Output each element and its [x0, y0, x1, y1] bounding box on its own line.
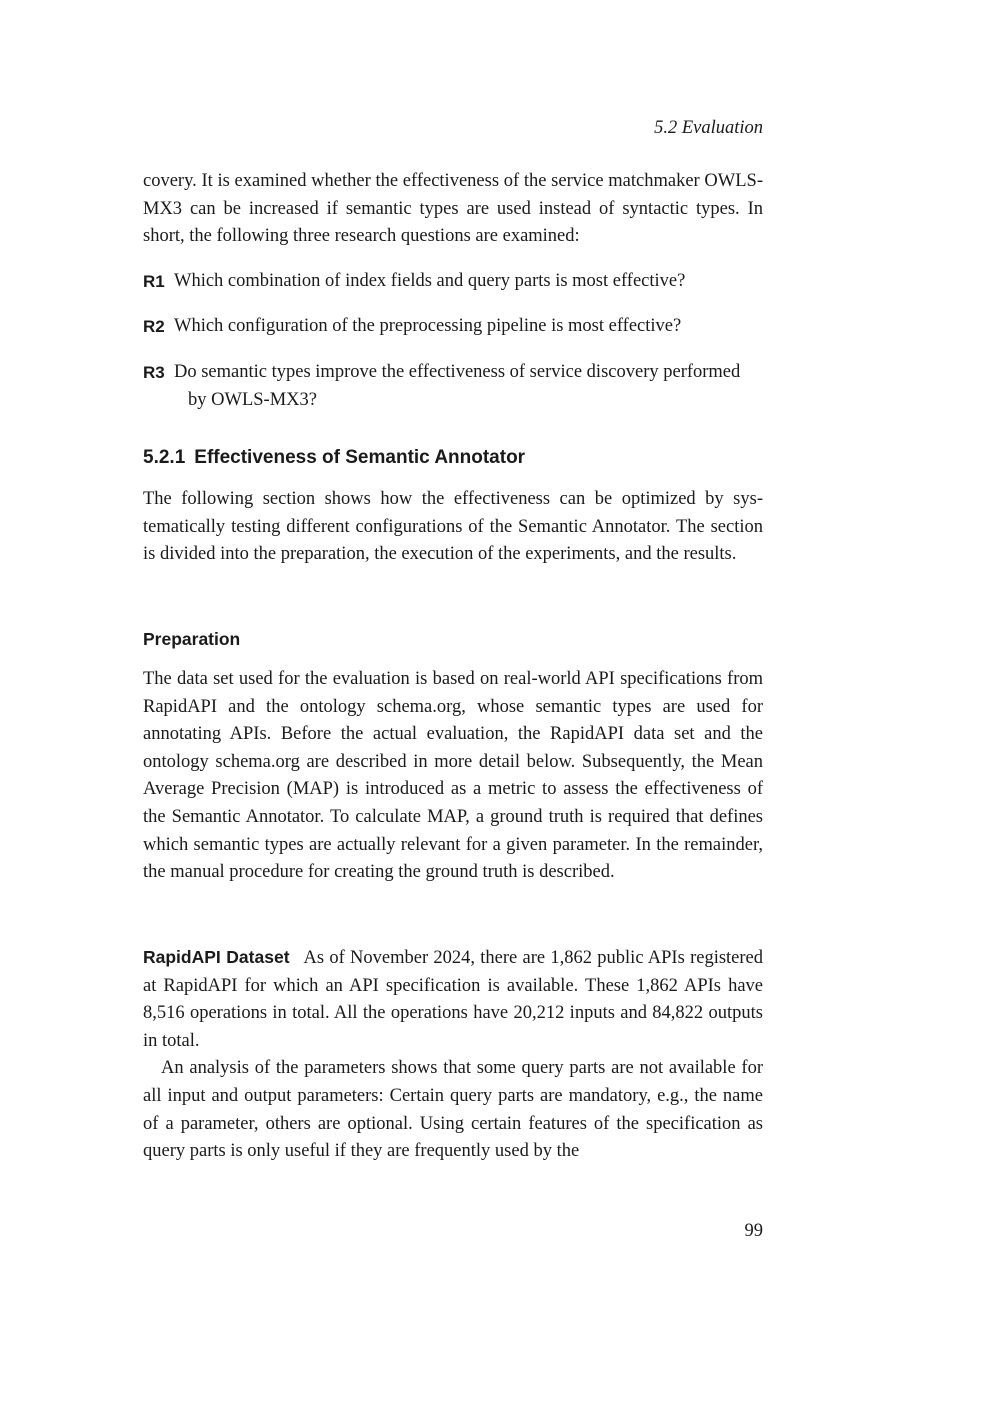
- page-number: 99: [744, 1221, 763, 1241]
- preparation-paragraph: The data set used for the evaluation is based on real-world API specifications from RapidAPI and the ontology schema.org, whose semantic types are used for annotating APIs. Before the actual evaluation, the RapidAPI data set and the ontology schema.org are described in more detail below. Subsequently, the Mean Average Precision (MAP) is introduced as a metric to assess the effectiveness of the Semantic Annotator. To calculate MAP, a ground truth is required that defines which semantic types are actually relevant for a given parameter. In the remainder, the manual procedure for creating the ground truth is described.: [143, 669, 763, 883]
- preparation-heading-block: [143, 629, 763, 650]
- rq-label: R3: [143, 363, 165, 382]
- rapidapi-paragraph-block: [143, 944, 763, 1166]
- section-number: 5.2.1: [143, 447, 186, 468]
- rapidapi-heading: RapidAPI Dataset: [143, 947, 290, 967]
- rapidapi-paragraph: [143, 944, 763, 1055]
- section-title: Effectiveness of Semantic Annotator: [194, 447, 526, 468]
- section-intro-paragraph: The following section shows how the effectiveness can be optimized by systematically testing different configurations of the Semantic Annotator. The section is divided into the preparation, the execution of the experiments, and the results.: [143, 489, 763, 565]
- page: [143, 0, 763, 1414]
- parameter-analysis-paragraph: An analysis of the parameters shows that some query parts are not available for all input and output parameters: Certain query parts are mandatory, e.g., the name of a parameter, others are optional. Using certain features of the specification as query parts is only useful if they are frequently used by the: [143, 1058, 763, 1162]
- rq-text: Which combination of index fields and query parts is most effective?: [174, 271, 686, 291]
- rq-label: R1: [143, 272, 165, 291]
- rq-label: R2: [143, 317, 165, 336]
- rapidapi-text: As of November 2024, there are 1,862 public APIs registered at RapidAPI for which an API specification is available. These 1,862 APIs have 8,516 operations in total. All the operations have 20,212 inputs and 84,822 outputs in total.: [143, 948, 764, 1051]
- rq-text: Which configuration of the preprocessing pipeline is most effective?: [174, 316, 682, 336]
- rq-text: Do semantic types improve the effectiveness of service discovery performed: [174, 362, 741, 382]
- research-question-r3: [143, 359, 763, 414]
- research-question-r1: [143, 268, 763, 296]
- running-head: 5.2 Evaluation: [654, 118, 763, 138]
- research-question-r2: [143, 313, 763, 341]
- rq-continuation: by OWLS-MX3?: [188, 389, 317, 410]
- intro-paragraph: covery. It is examined whether the effectiveness of the service matchmaker OWLS-MX3 can be increased if semantic types are used instead of syntactic types. In short, the following three research questions are examined:: [143, 171, 763, 247]
- intro-paragraph-block: [143, 168, 763, 251]
- preparation-paragraph-block: [143, 666, 763, 887]
- section-intro-block: [143, 486, 763, 569]
- preparation-heading: Preparation: [143, 629, 241, 649]
- section-heading: [143, 447, 763, 469]
